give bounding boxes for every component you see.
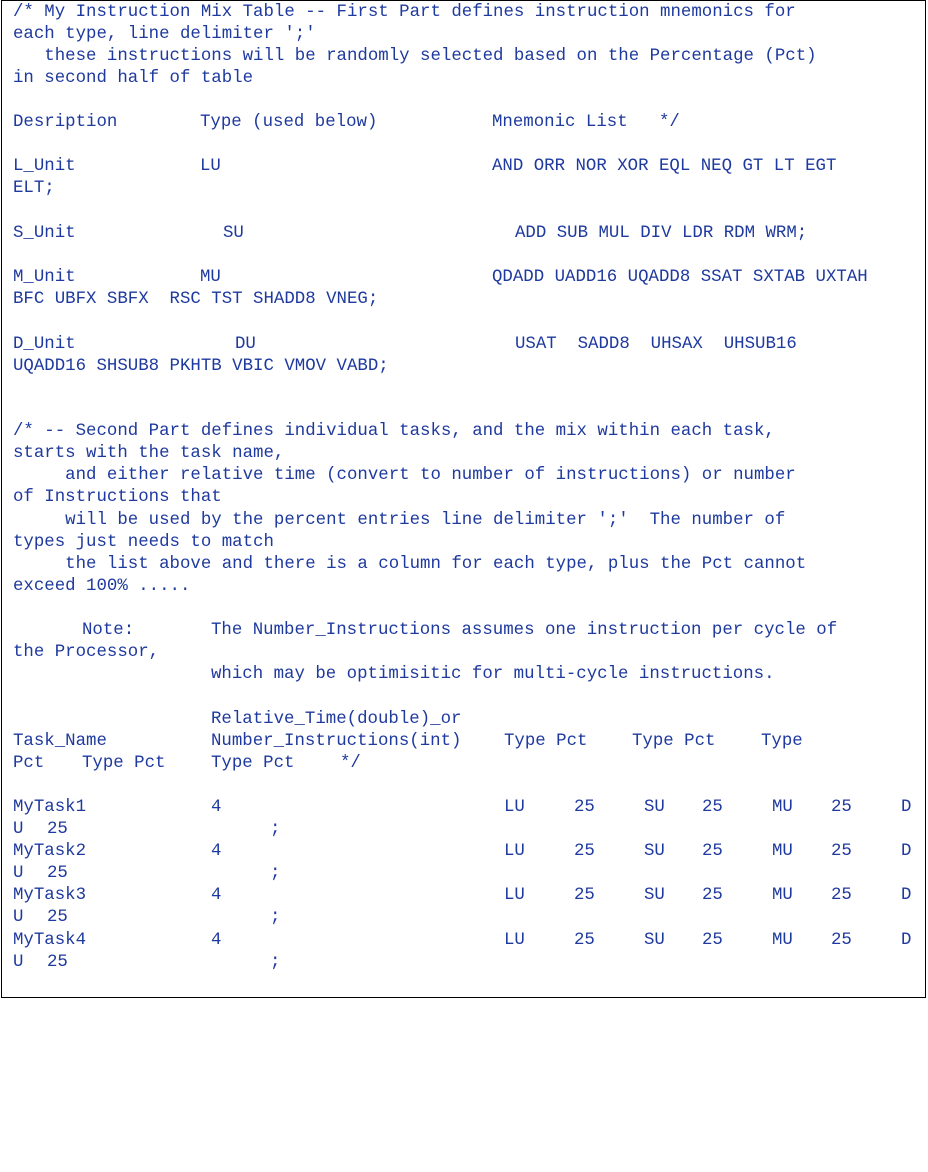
task-type-lu: LU [504,886,525,905]
unit-row [13,156,913,178]
task-header-row [13,709,913,731]
task-pct-lu: 25 [574,842,595,861]
task-count: 4 [211,842,222,861]
second-comment-line: starts with the task name, [13,444,285,463]
unit-row [13,223,913,245]
task-count: 4 [211,886,222,905]
task-type-du: U [13,864,24,883]
note-text: The Number_Instructions assumes one instruction per cycle of [211,621,838,640]
task-pct-su: 25 [702,798,723,817]
task-type-du: D [901,886,912,905]
task-type-lu: LU [504,798,525,817]
task-header-row [13,753,913,775]
task-pct-su: 25 [702,931,723,950]
task-pct-lu: 25 [574,886,595,905]
task-row [13,930,913,952]
task-pct-du: 25 [47,820,68,839]
task-delimiter: ; [270,953,281,972]
task-type-mu: MU [772,931,793,950]
task-header-type-pct: Type Pct [211,754,295,773]
task-type-lu: LU [504,842,525,861]
second-comment-line: and either relative time (convert to number of instructions) or number [13,466,796,485]
task-delimiter: ; [270,864,281,883]
task-pct-lu: 25 [574,798,595,817]
unit-type: SU [223,224,244,243]
task-type-mu: MU [772,886,793,905]
second-comment-line: the list above and there is a column for each type, plus the Pct cannot [13,555,807,574]
unit-description: L_Unit [13,157,76,176]
unit-row [13,334,913,356]
task-header-type: Type [761,732,803,751]
header-comment-line: each type, line delimiter ';' [13,25,316,44]
unit-mnemonics-continuation: BFC UBFX SBFX RSC TST SHADD8 VNEG; [13,290,379,309]
task-name: MyTask3 [13,886,87,905]
task-pct-su: 25 [702,886,723,905]
task-header-name: Task_Name [13,732,107,751]
task-pct-du: 25 [47,953,68,972]
task-header-pct: Pct [13,754,45,773]
unit-mnemonics: USAT SADD8 UHSAX UHSUB16 [515,335,797,354]
unit-mnemonics: QDADD UADD16 UQADD8 SSAT SXTAB UXTAH [492,268,868,287]
task-pct-mu: 25 [831,931,852,950]
task-row-continuation [13,952,913,974]
task-count: 4 [211,798,222,817]
task-name: MyTask4 [13,931,87,950]
unit-row [13,267,913,289]
unit-description: D_Unit [13,335,76,354]
unit-header-mnemonic: Mnemonic List */ [492,113,680,132]
note-text: which may be optimisitic for multi-cycle instructions. [211,665,775,684]
task-pct-mu: 25 [831,886,852,905]
task-row [13,841,913,863]
task-type-mu: MU [772,842,793,861]
task-type-lu: LU [504,931,525,950]
task-type-du: D [901,842,912,861]
task-type-su: SU [644,886,665,905]
task-row-continuation [13,907,913,929]
task-type-du: U [13,820,24,839]
note-label: Note: [82,621,135,640]
second-comment-line: /* -- Second Part defines individual tasks, and the mix within each task, [13,422,775,441]
second-comment-line: will be used by the percent entries line delimiter ';' The number of [13,511,786,530]
task-delimiter: ; [270,908,281,927]
task-header-row [13,731,913,753]
note-text: the Processor, [13,643,160,662]
task-pct-lu: 25 [574,931,595,950]
task-name: MyTask1 [13,798,87,817]
note-row [13,664,913,686]
unit-header-description: Desription [13,113,118,132]
task-header-relative-time: Relative_Time(double)_or [211,710,462,729]
document-frame [1,0,926,998]
header-comment-line: in second half of table [13,69,254,88]
task-row [13,885,913,907]
task-pct-du: 25 [47,908,68,927]
task-pct-du: 25 [47,864,68,883]
second-comment-line: of Instructions that [13,488,222,507]
unit-description: S_Unit [13,224,76,243]
task-row [13,797,913,819]
task-pct-mu: 25 [831,842,852,861]
task-pct-mu: 25 [831,798,852,817]
task-type-su: SU [644,931,665,950]
task-header-number-instructions: Number_Instructions(int) [211,732,462,751]
unit-type: LU [200,157,221,176]
task-header-type-pct: Type Pct [82,754,166,773]
task-type-mu: MU [772,798,793,817]
unit-type: DU [235,335,256,354]
task-row-continuation [13,863,913,885]
unit-header-type: Type (used below) [200,113,378,132]
task-header-type-pct: Type Pct [632,732,716,751]
task-type-du: U [13,953,24,972]
unit-type: MU [200,268,221,287]
note-row [13,620,913,642]
task-type-su: SU [644,842,665,861]
unit-description: M_Unit [13,268,76,287]
task-row-continuation [13,819,913,841]
task-type-du: U [13,908,24,927]
unit-mnemonics: AND ORR NOR XOR EQL NEQ GT LT EGT [492,157,837,176]
task-type-su: SU [644,798,665,817]
task-pct-su: 25 [702,842,723,861]
unit-mnemonics-continuation: ELT; [13,179,55,198]
task-name: MyTask2 [13,842,87,861]
second-comment-line: exceed 100% ..... [13,577,191,596]
unit-mnemonics: ADD SUB MUL DIV LDR RDM WRM; [515,224,808,243]
unit-header-row [13,112,913,134]
task-delimiter: ; [270,820,281,839]
unit-mnemonics-continuation: UQADD16 SHSUB8 PKHTB VBIC VMOV VABD; [13,357,389,376]
second-comment-line: types just needs to match [13,533,274,552]
task-count: 4 [211,931,222,950]
task-type-du: D [901,798,912,817]
task-type-du: D [901,931,912,950]
header-comment-line: these instructions will be randomly selected based on the Percentage (Pct) [13,47,817,66]
task-header-type-pct: Type Pct [504,732,588,751]
task-header-comment-end: */ [340,754,361,773]
header-comment-line: /* My Instruction Mix Table -- First Part defines instruction mnemonics for [13,3,796,22]
